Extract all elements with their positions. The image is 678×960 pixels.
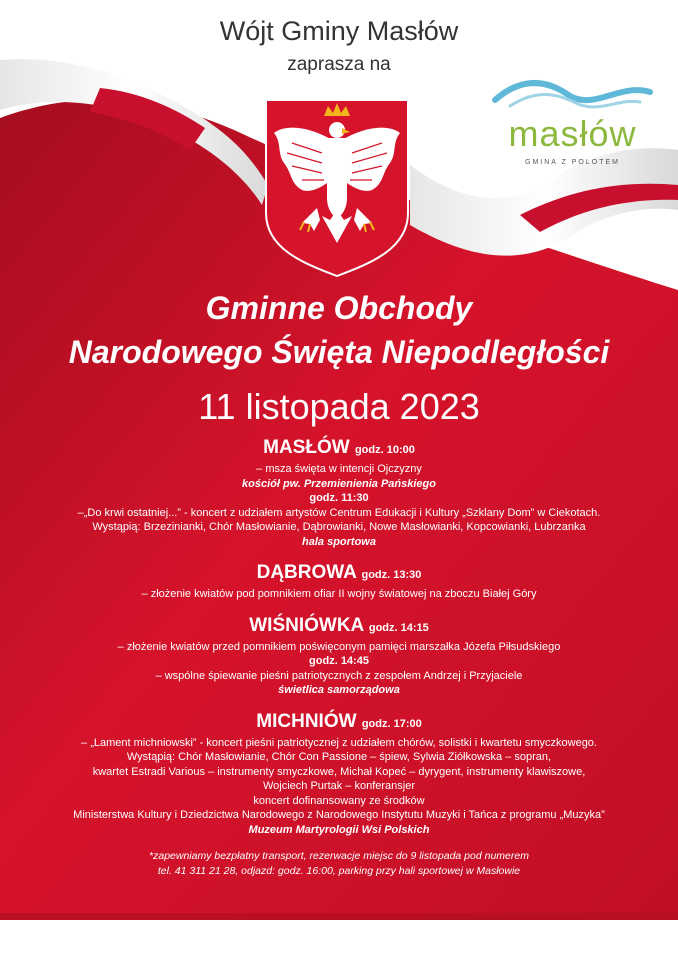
event-title-line2: Narodowego Święta Niepodległości xyxy=(68,334,610,370)
section-wisniowka xyxy=(10,614,668,698)
time-label: godz. 14:45 xyxy=(309,655,369,667)
logo-wordmark: masłów xyxy=(508,113,637,154)
program-line: – „Lament michniowski” - koncert pieśni patriotycznej z udziałem chórów, solistki i kwartetu smyczkowego. xyxy=(81,736,597,749)
logo-tagline: GMINA Z POLOTEM xyxy=(525,159,620,166)
location-name: DĄBROWA xyxy=(256,562,357,583)
program-line: kwartet Estradi Various – instrumenty smyczkowe, Michał Kopeć – dyrygent, instrumenty klawiszowe, xyxy=(92,765,586,778)
polish-eagle-emblem-icon xyxy=(262,98,412,278)
program-line: – wspólne śpiewanie pieśni patriotycznych z zespołem Andrzej i Przyjaciele xyxy=(155,669,523,682)
event-title-line1: Gminne Obchody xyxy=(205,290,473,326)
venue-label: hala sportowa xyxy=(302,535,376,548)
program-line: –„Do krwi ostatniej...” - koncert z udziałem artystów Centrum Edukacji i Kultury „Szklany Dom” w Ciekotach. xyxy=(77,506,601,519)
invitation-line: zaprasza na xyxy=(287,54,391,75)
program-line: Wystąpią: Brzezinianki, Chór Masłowianie, Dąbrowianki, Nowe Masłowianki, Kopcowianki, Lubrzanka xyxy=(92,521,586,533)
section-maslow xyxy=(10,436,668,549)
time-label: godz. 10:00 xyxy=(354,444,415,456)
time-label: godz. 11:30 xyxy=(309,492,369,504)
program-line: Wojciech Purtak – konferansjer xyxy=(262,780,416,792)
program-line: koncert dofinansowany ze środków xyxy=(253,794,425,807)
maslow-logo xyxy=(490,78,655,173)
note-line: *zapewniamy bezpłatny transport, rezerwacje miejsc do 9 listopada pod numerem xyxy=(149,850,529,862)
note-line: tel. 41 311 21 28, odjazd: godz. 16:00, parking przy hali sportowej w Masłowie xyxy=(157,864,521,877)
event-program xyxy=(10,436,668,878)
section-dabrowa xyxy=(10,561,668,602)
location-name: MASŁÓW xyxy=(263,437,350,458)
time-label: godz. 14:15 xyxy=(368,621,429,634)
location-name: WIŚNIÓWKA xyxy=(249,614,364,636)
transport-note xyxy=(10,849,668,878)
time-label: godz. 13:30 xyxy=(361,569,422,581)
organizer-line: Wójt Gminy Masłów xyxy=(219,16,459,46)
venue-label: Muzeum Martyrologii Wsi Polskich xyxy=(248,823,430,836)
event-date: 11 listopada 2023 xyxy=(198,386,480,427)
program-line: – msza święta w intencji Ojczyzny xyxy=(256,463,422,475)
time-label: godz. 17:00 xyxy=(361,717,422,730)
venue-label: kościół pw. Przemienienia Pańskiego xyxy=(242,477,436,490)
venue-label: świetlica samorządowa xyxy=(278,684,400,696)
program-line: – złożenie kwiatów przed pomnikiem poświęconym pamięci marszałka Józefa Piłsudskiego xyxy=(117,640,561,653)
waves-icon xyxy=(490,78,655,113)
location-name: MICHNIÓW xyxy=(256,710,357,732)
section-michniow xyxy=(10,710,668,838)
program-line: Wystąpią: Chór Masłowianie, Chór Con Passione – śpiew, Sylwia Ziółkowska – sopran, xyxy=(126,751,552,763)
program-line: Ministerstwa Kultury i Dziedzictwa Narodowego z Narodowego Instytutu Muzyki i Tańca z programu „Muzyka” xyxy=(73,809,605,821)
program-line: – złożenie kwiatów pod pomnikiem ofiar II wojny światowej na zboczu Białej Góry xyxy=(141,588,537,600)
